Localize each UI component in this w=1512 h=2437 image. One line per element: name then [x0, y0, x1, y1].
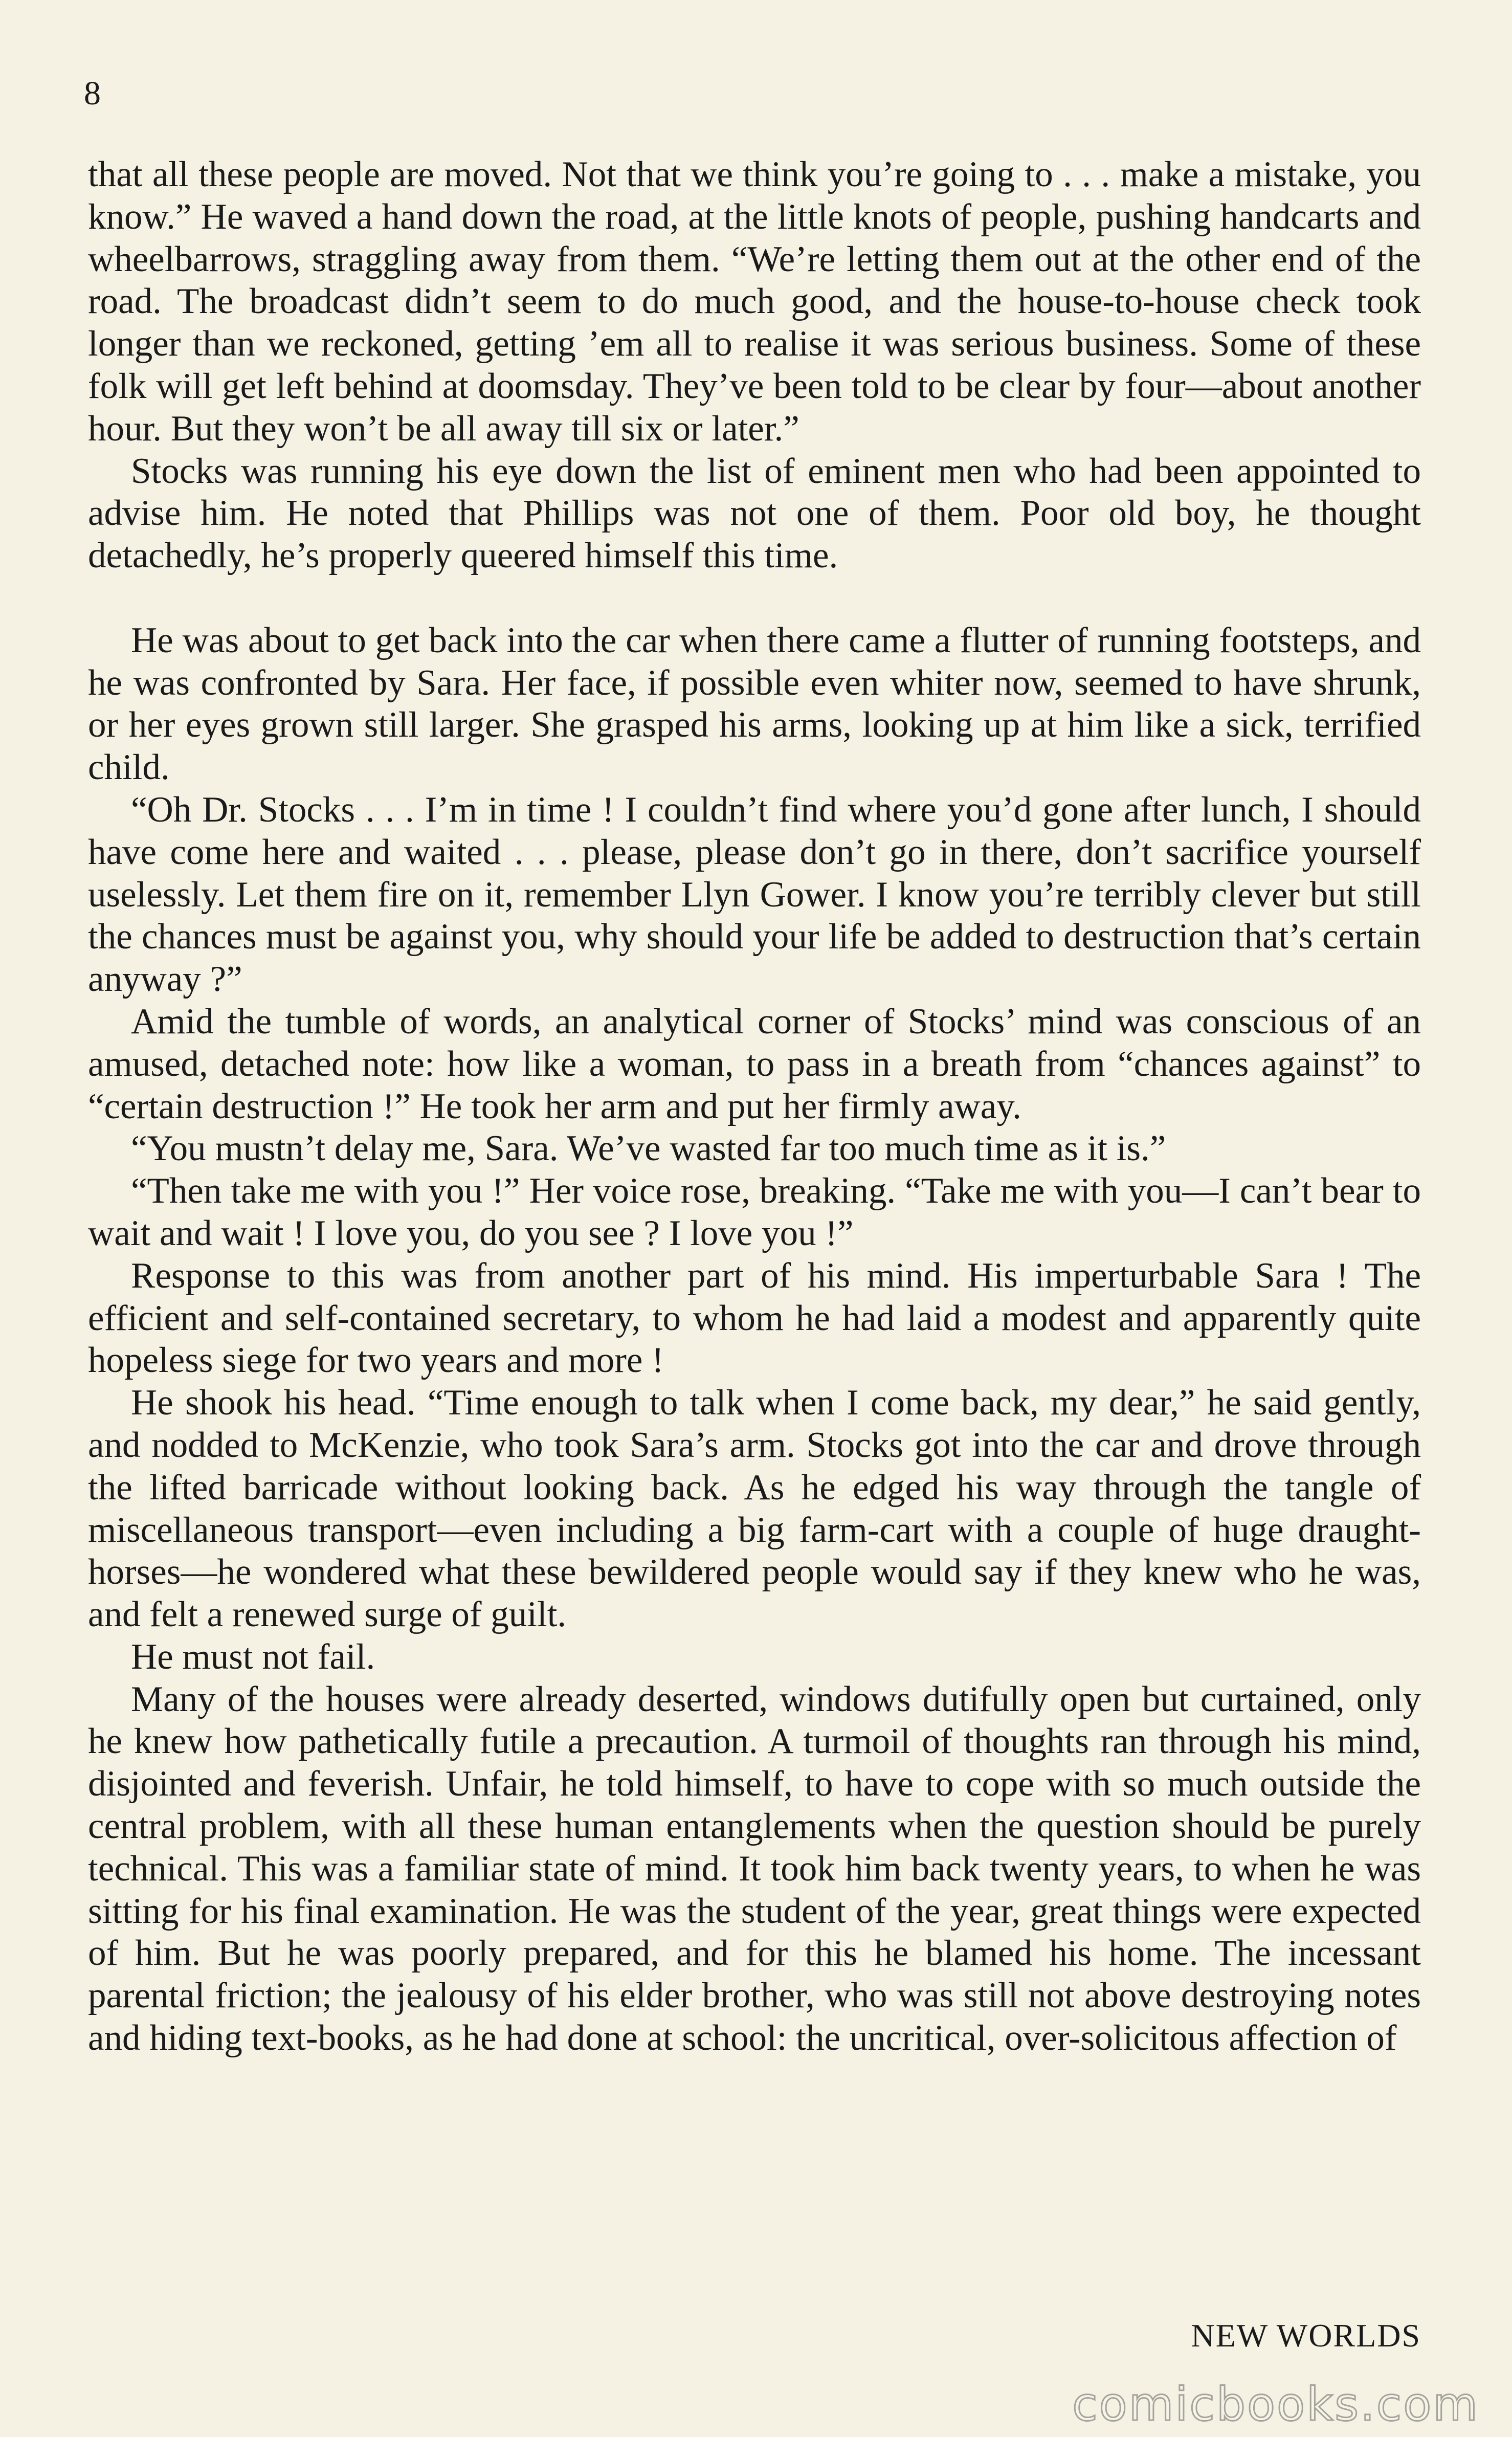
- paragraph: “You mustn’t delay me, Sara. We’ve wasted far too much time as it is.”: [131, 1128, 1166, 1169]
- paragraph: Response to this was from another part of his mind. His imperturbable Sara ! The efficient and self-contained secretary, to whom he had laid a modest and apparently quite hopeless siege for two years and more !: [88, 1255, 1421, 1381]
- story-text: [88, 153, 1421, 2059]
- paragraph: “Oh Dr. Stocks . . . I’m in time ! I couldn’t find where you’d gone after lunch, I should have come here and waited . . . please, please don’t go in there, don’t sacrifice yourself uselessly. Let them fire on it, remember Llyn Gower. I know you’re terribly clever but still the chances must be against you, why should your life be added to destruction that’s certain anyway ?”: [88, 789, 1421, 1000]
- paragraph: He shook his head. “Time enough to talk when I come back, my dear,” he said gently, and nodded to McKenzie, who took Sara’s arm. Stocks got into the car and drove through the lifted barricade without looking back. As he edged his way through the tangle of miscellaneous transport—even including a big farm-cart with a couple of huge draught-horses—he wondered what these bewildered people would say if they knew who he was, and felt a renewed surge of guilt.: [88, 1383, 1421, 1635]
- watermark: comicbooks.com: [1072, 2378, 1479, 2431]
- paragraph: “Then take me with you !” Her voice rose, breaking. “Take me with you—I can’t bear to wait and wait ! I love you, do you see ? I love you !”: [88, 1171, 1421, 1253]
- paragraph: He must not fail.: [131, 1636, 375, 1677]
- paragraph: He was about to get back into the car when there came a flutter of running footsteps, and he was confronted by Sara. Her face, if possible even whiter now, seemed to have shrunk, or her eyes grown still larger. She grasped his arms, looking up at him like a sick, terrified child.: [88, 620, 1421, 788]
- page-number: 8: [84, 75, 101, 112]
- paragraph: Stocks was running his eye down the list of eminent men who had been appointed to advise him. He noted that Phillips was not one of them. Poor old boy, he thought detachedly, he’s properly queered himself this time.: [88, 451, 1421, 576]
- paragraph: that all these people are moved. Not that we think you’re going to . . . make a mistake, you know.” He waved a hand down the road, at the little knots of people, pushing handcarts and wheelbarrows, straggling away from them. “We’re letting them out at the other end of the road. The broadcast didn’t seem to do much good, and the house-to-house check took longer than we reckoned, getting ’em all to realise it was serious business. Some of these folk will get left behind at doomsday. They’ve been told to be clear by four—about another hour. But they won’t be all away till six or later.”: [88, 154, 1421, 449]
- magazine-footer: NEW WORLDS: [1191, 2317, 1421, 2354]
- paragraph: Amid the tumble of words, an analytical corner of Stocks’ mind was conscious of an amused, detached note: how like a woman, to pass in a breath from “chances against” to “certain destruction !” He took her arm and put her firmly away.: [88, 1001, 1421, 1126]
- paragraph: Many of the houses were already deserted, windows dutifully open but curtained, only he knew how pathetically futile a precaution. A turmoil of thoughts ran through his mind, disjointed and feverish. Unfair, he told himself, to have to cope with so much outside the central problem, with all these human entanglements when the question should be purely technical. This was a familiar state of mind. It took him back twenty years, to when he was sitting for his final examination. He was the student of the year, great things were expected of him. But he was poorly prepared, and for this he blamed his home. The incessant parental friction; the jealousy of his elder brother, who was still not above destroying notes and hiding text-books, as he had done at school: the uncritical, over-solicitous affection of: [88, 1679, 1421, 2058]
